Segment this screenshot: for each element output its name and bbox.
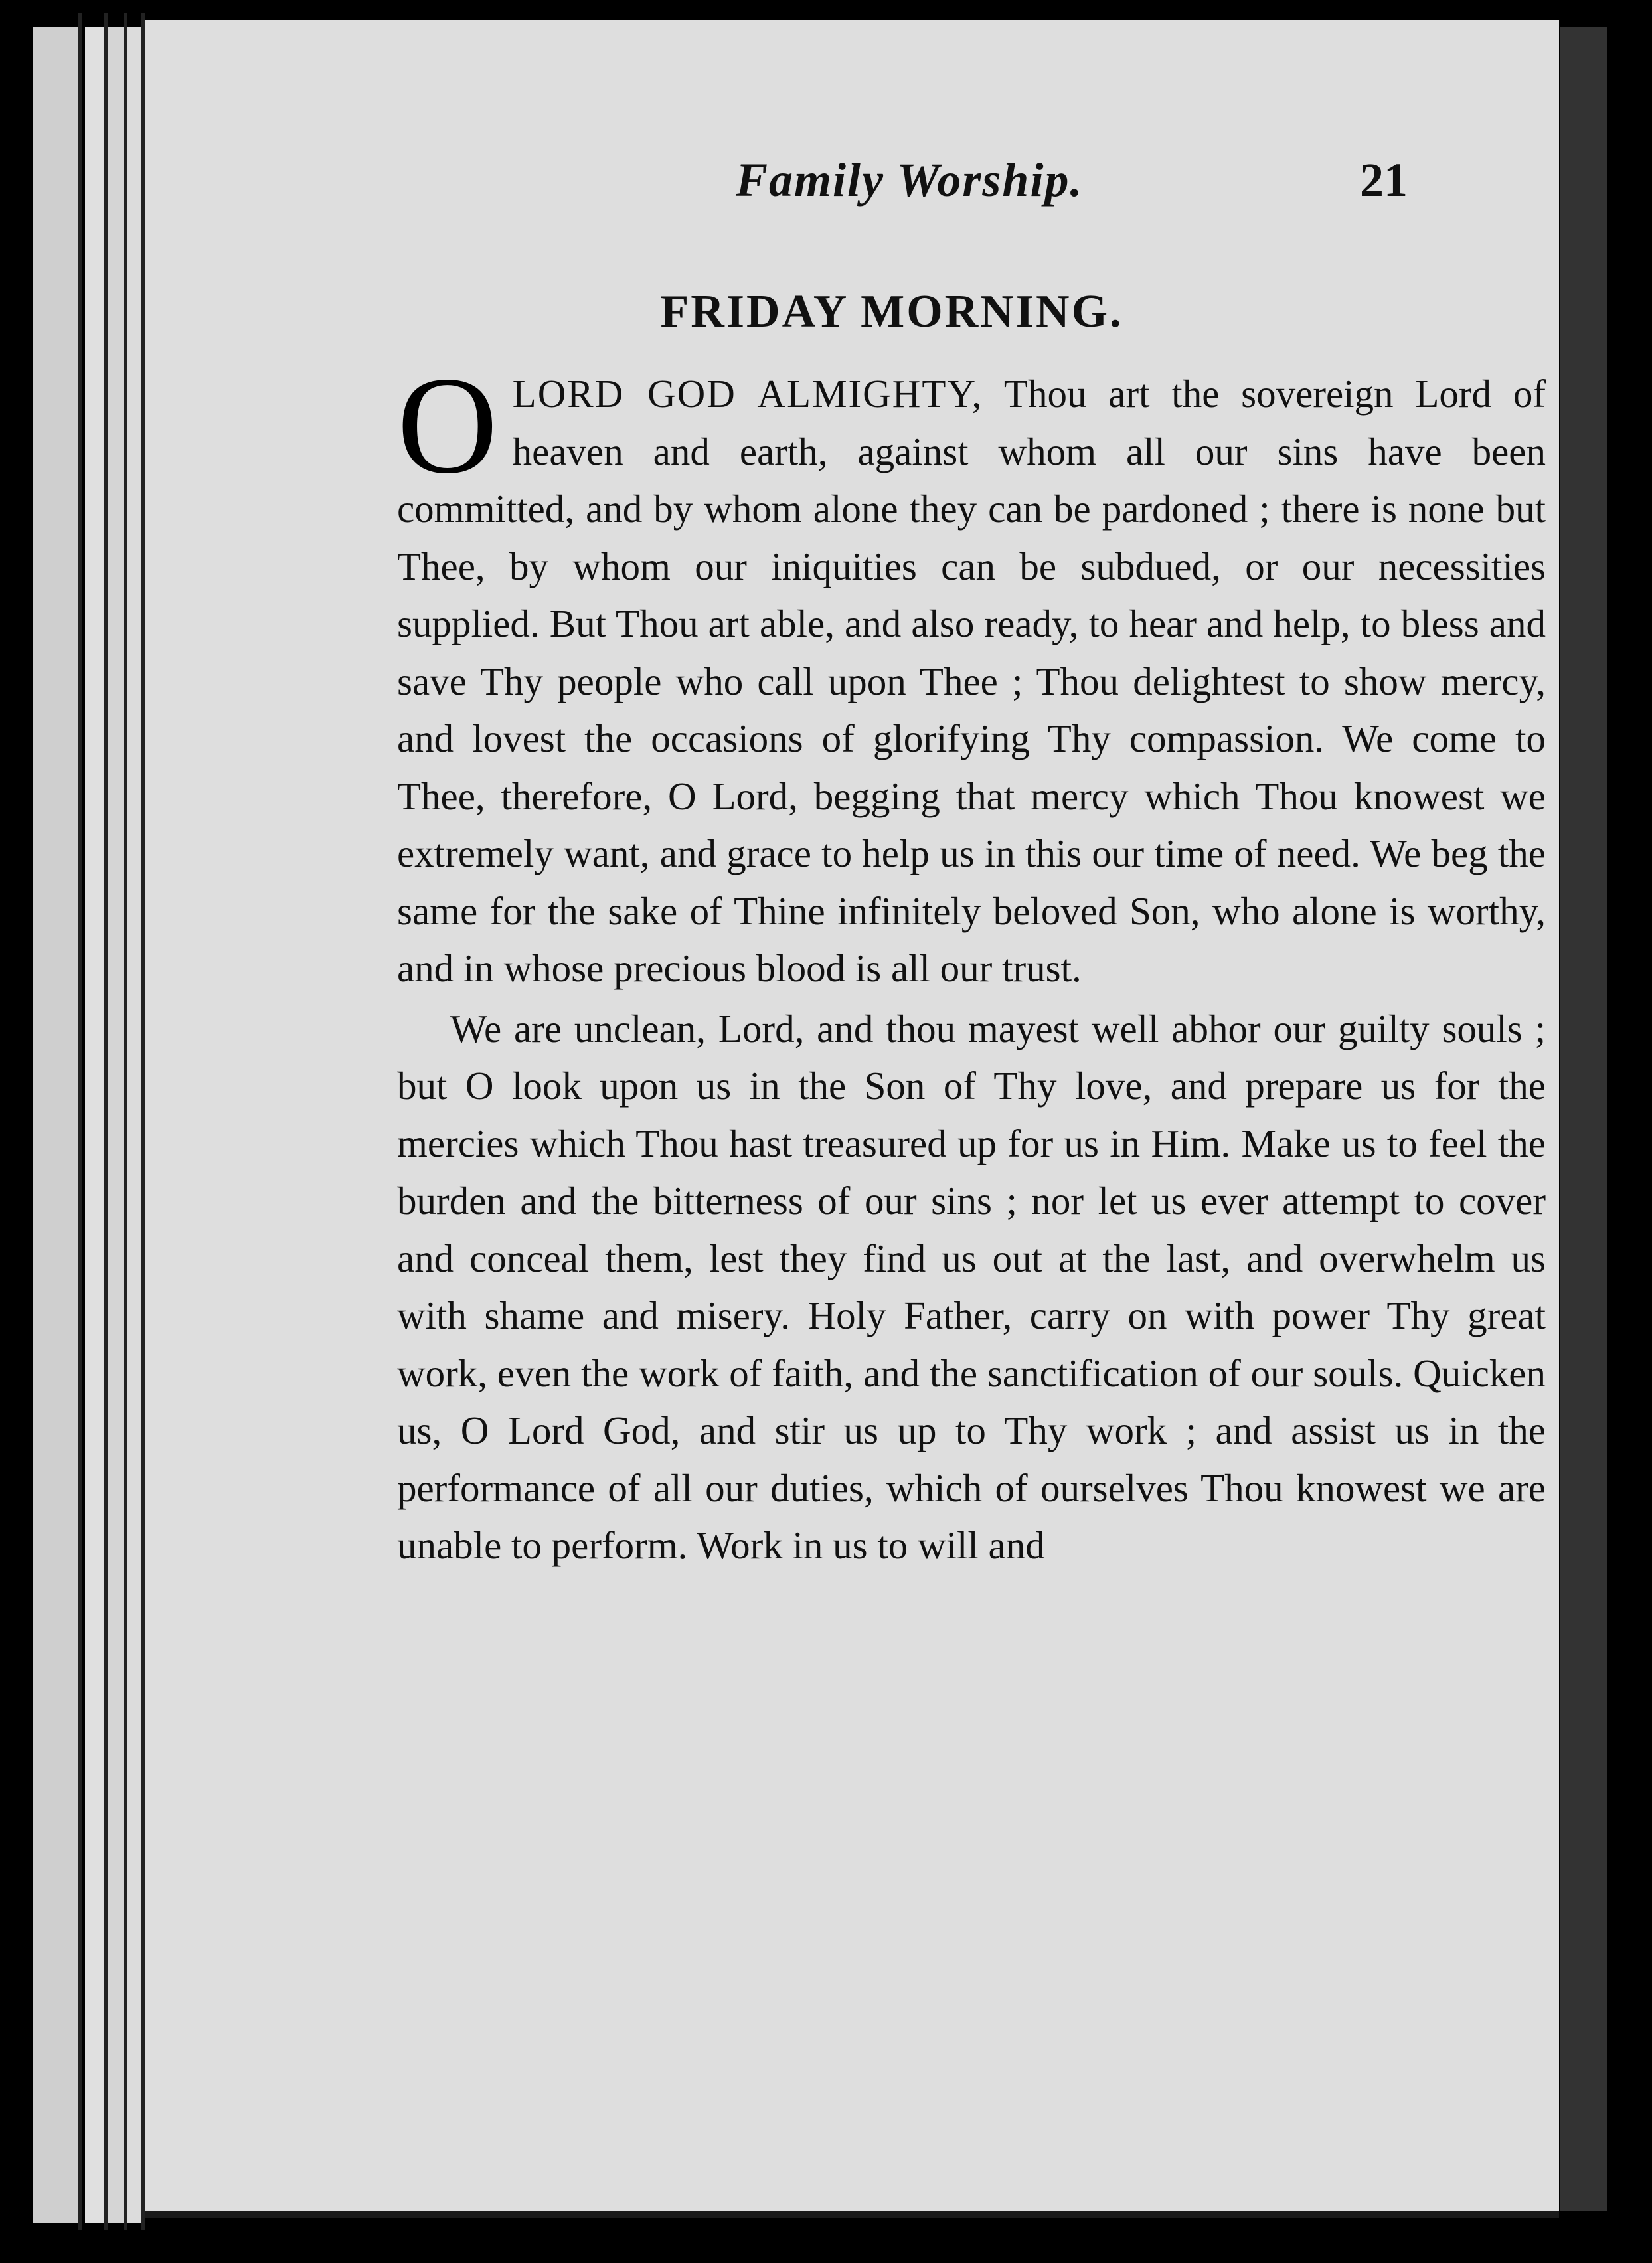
running-title: Family Worship. — [736, 153, 1084, 207]
page-edge-leaf — [127, 27, 141, 2223]
page-edge-leaf — [33, 27, 80, 2223]
drop-cap: O — [397, 349, 498, 503]
opening-words: LORD GOD ALMIGHTY, — [512, 372, 983, 416]
paragraph-second: We are unclean, Lord, and thou mayest well abhor our guilty souls ; but O look upon us in the Son of Thy love, and prepare us for the mercies which Thou hast treasured up for us in Him. Make us to feel the burden and the bitterness of our sins ; nor let us ever attempt to cover and conceal them, lest they find us out at the last, and overwhelm us with shame and misery. Holy Father, carry on with power Thy great work, even the work of faith, and the sanctification of our souls. Quicken us, O Lord God, and stir us up to Thy work ; and assist us in the performance of all our duties, which of ourselves Thou knowest we are unable to perform. Work in us to will and — [397, 1006, 1546, 1567]
page-number: 21 — [1360, 153, 1408, 207]
page-edge-line — [78, 13, 82, 2230]
section-title: FRIDAY MORNING. — [660, 286, 1123, 337]
page-edge-leaf — [108, 27, 124, 2223]
paragraph-first-text: Thou art the sovereign Lord of heaven and earth, against whom all our sins have been committed, and by whom alone they can be pardoned ; there is none but Thee, by whom our iniquities can be subdued, or our necessities supplied. But Thou art able, and also ready, to hear and help, to bless and save Thy people who call upon Thee ; Thou delightest to show mercy, and lovest the occasions of glorifying Thy compassion. We come to Thee, therefore, O Lord, begging that mercy which Thou knowest we extremely want, and grace to help us in this our time of need. We beg the same for the sake of Thine infinitely beloved Son, who alone is worthy, and in whose precious blood is all our trust. — [397, 372, 1546, 990]
page-edge-leaf — [85, 27, 104, 2223]
body-text — [397, 349, 1546, 1574]
right-binding-shadow — [1560, 27, 1607, 2211]
book-page — [145, 20, 1559, 2218]
paragraph-first — [397, 349, 1546, 997]
running-header — [145, 153, 1559, 219]
